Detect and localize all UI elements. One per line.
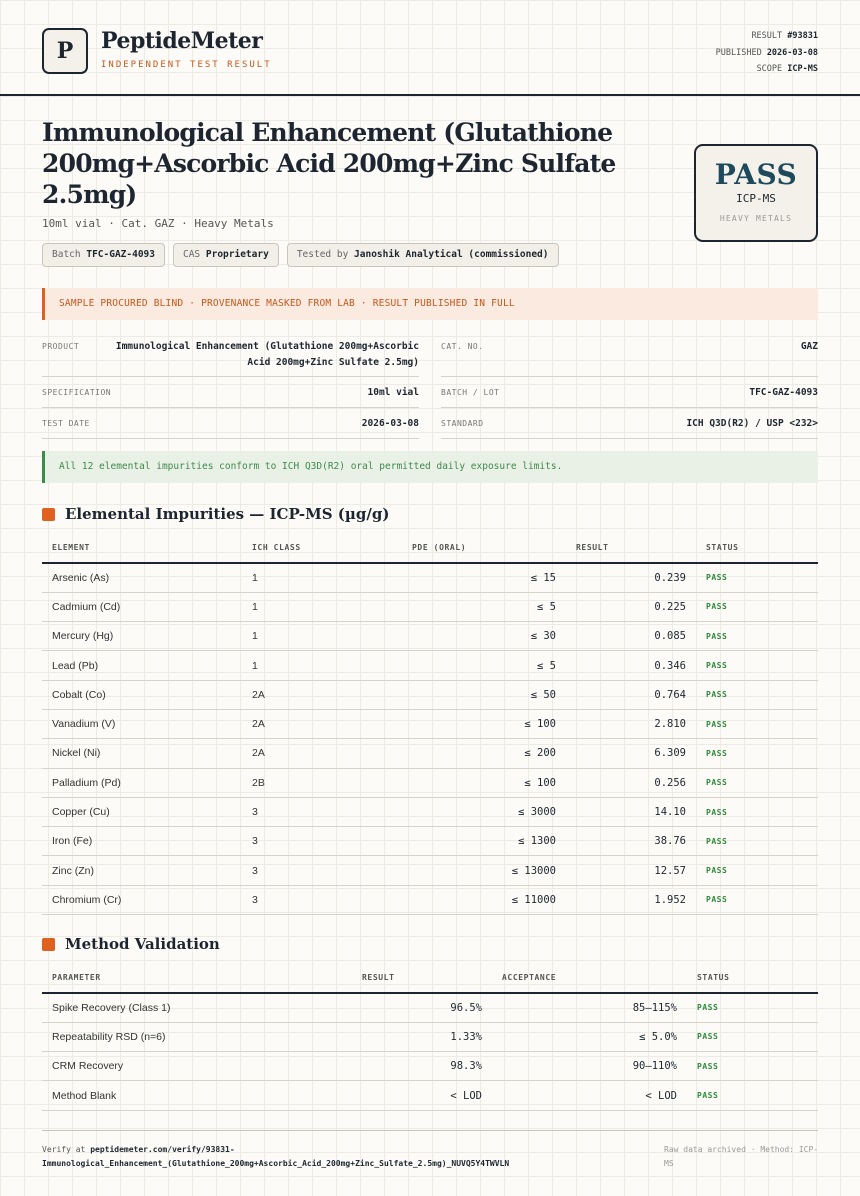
divider bbox=[42, 438, 419, 439]
acceptance-criteria: 90–110% bbox=[492, 1052, 687, 1081]
pde-limit: ≤ 30 bbox=[402, 622, 566, 651]
product-label: PRODUCT bbox=[42, 342, 80, 351]
impurities-heading: Elemental Impurities — ICP-MS (µg/g) bbox=[42, 505, 389, 523]
status-badge: PASS bbox=[696, 797, 818, 826]
ich-class: 3 bbox=[242, 885, 402, 914]
divider bbox=[42, 376, 419, 377]
pde-limit: ≤ 100 bbox=[402, 709, 566, 738]
status-badge: PASS bbox=[687, 1052, 818, 1081]
section-marker-icon bbox=[42, 508, 55, 521]
ich-class: 2A bbox=[242, 739, 402, 768]
status-badge: PASS bbox=[696, 709, 818, 738]
result-value: 98.3% bbox=[352, 1052, 492, 1081]
brand-name[interactable]: PeptideMeter bbox=[101, 28, 263, 54]
blind-notice: SAMPLE PROCURED BLIND · PROVENANCE MASKED FROM LAB · RESULT PUBLISHED IN FULL bbox=[42, 288, 818, 320]
chip-batch: Batch TFC-GAZ-4093 bbox=[42, 243, 165, 267]
element-name: Iron (Fe) bbox=[42, 827, 242, 856]
table-header-row bbox=[42, 532, 818, 563]
result-value: 0.346 bbox=[566, 651, 696, 680]
impurities-body bbox=[42, 563, 818, 915]
ich-class: 2A bbox=[242, 709, 402, 738]
verdict-category: HEAVY METALS bbox=[719, 214, 793, 223]
element-name: Cobalt (Co) bbox=[42, 680, 242, 709]
report-meta bbox=[716, 28, 818, 78]
status-badge: PASS bbox=[696, 827, 818, 856]
header bbox=[0, 0, 860, 96]
pde-limit: ≤ 5 bbox=[402, 651, 566, 680]
table-row bbox=[42, 993, 818, 1022]
element-name: Zinc (Zn) bbox=[42, 856, 242, 885]
element-name: Palladium (Pd) bbox=[42, 768, 242, 797]
table-row bbox=[42, 1022, 818, 1051]
table-row bbox=[42, 739, 818, 768]
element-name: Mercury (Hg) bbox=[42, 622, 242, 651]
verify-link[interactable]: peptidemeter.com/verify/93831- bbox=[90, 1145, 235, 1154]
divider bbox=[441, 438, 818, 439]
chip-tested-by: Tested by Janoshik Analytical (commissioned) bbox=[287, 243, 559, 267]
pde-limit: ≤ 11000 bbox=[402, 885, 566, 914]
column-header: ACCEPTANCE bbox=[492, 962, 687, 993]
result-value: 2.810 bbox=[566, 709, 696, 738]
status-badge: PASS bbox=[687, 993, 818, 1022]
pde-limit: ≤ 1300 bbox=[402, 827, 566, 856]
date-label: TEST DATE bbox=[42, 419, 90, 428]
column-header: PDE (ORAL) bbox=[402, 532, 566, 563]
batch-value: TFC-GAZ-4093 bbox=[749, 387, 818, 398]
status-badge: PASS bbox=[696, 592, 818, 621]
table-row bbox=[42, 885, 818, 914]
scope-value: ICP-MS bbox=[787, 64, 818, 74]
ich-class: 3 bbox=[242, 797, 402, 826]
table-row bbox=[42, 651, 818, 680]
date-value: 2026-03-08 bbox=[361, 418, 419, 429]
verify-link-path[interactable]: Immunological_Enhancement_(Glutathione_200mg+Ascorbic_Acid_200mg+Zinc_Sulfate_2.5mg)_NUVQ5Y4TWVLN bbox=[42, 1159, 510, 1168]
ich-class: 2A bbox=[242, 680, 402, 709]
column-header: ICH CLASS bbox=[242, 532, 402, 563]
result-value: 6.309 bbox=[566, 739, 696, 768]
status-badge: PASS bbox=[696, 885, 818, 914]
table-row bbox=[42, 563, 818, 592]
element-name: Copper (Cu) bbox=[42, 797, 242, 826]
acceptance-criteria: 85–115% bbox=[492, 993, 687, 1022]
page-subtitle: 10ml vial · Cat. GAZ · Heavy Metals bbox=[42, 217, 274, 230]
status-badge: PASS bbox=[696, 680, 818, 709]
status-badge: PASS bbox=[696, 856, 818, 885]
table-row bbox=[42, 827, 818, 856]
spec-value: 10ml vial bbox=[367, 387, 419, 398]
table-row bbox=[42, 592, 818, 621]
verdict-badge bbox=[694, 144, 818, 242]
table-row bbox=[42, 622, 818, 651]
status-badge: PASS bbox=[696, 622, 818, 651]
divider bbox=[441, 407, 818, 408]
status-badge: PASS bbox=[696, 768, 818, 797]
element-name: Chromium (Cr) bbox=[42, 885, 242, 914]
acceptance-criteria: ≤ 5.0% bbox=[492, 1022, 687, 1051]
status-badge: PASS bbox=[696, 563, 818, 592]
table-row bbox=[42, 680, 818, 709]
table-row bbox=[42, 1081, 818, 1110]
result-value: 38.76 bbox=[566, 827, 696, 856]
element-name: Nickel (Ni) bbox=[42, 739, 242, 768]
element-name: Cadmium (Cd) bbox=[42, 592, 242, 621]
element-name: Arsenic (As) bbox=[42, 563, 242, 592]
standard-value: ICH Q3D(R2) / USP <232> bbox=[686, 418, 818, 429]
result-value: 12.57 bbox=[566, 856, 696, 885]
validation-body bbox=[42, 993, 818, 1110]
table-row bbox=[42, 1052, 818, 1081]
element-name: Vanadium (V) bbox=[42, 709, 242, 738]
catno-label: CAT. NO. bbox=[441, 342, 484, 351]
result-value: 0.256 bbox=[566, 768, 696, 797]
result-id: #93831 bbox=[787, 31, 818, 41]
table-header-row bbox=[42, 962, 818, 993]
parameter-name: Method Blank bbox=[42, 1081, 352, 1110]
pde-limit: ≤ 5 bbox=[402, 592, 566, 621]
table-row bbox=[42, 768, 818, 797]
result-value: 1.33% bbox=[352, 1022, 492, 1051]
table-row bbox=[42, 797, 818, 826]
ich-class: 1 bbox=[242, 622, 402, 651]
result-value: 14.10 bbox=[566, 797, 696, 826]
parameter-name: CRM Recovery bbox=[42, 1052, 352, 1081]
ich-class: 1 bbox=[242, 563, 402, 592]
conformance-notice: All 12 elemental impurities conform to ICH Q3D(R2) oral permitted daily exposure limits. bbox=[42, 451, 818, 483]
ich-class: 2B bbox=[242, 768, 402, 797]
result-value: 1.952 bbox=[566, 885, 696, 914]
column-header: ELEMENT bbox=[42, 532, 242, 563]
validation-table bbox=[42, 962, 818, 1111]
parameter-name: Spike Recovery (Class 1) bbox=[42, 993, 352, 1022]
batch-label: BATCH / LOT bbox=[441, 388, 500, 397]
ich-class: 1 bbox=[242, 592, 402, 621]
pde-limit: ≤ 100 bbox=[402, 768, 566, 797]
column-header: STATUS bbox=[696, 532, 818, 563]
status-badge: PASS bbox=[696, 651, 818, 680]
product-value: Immunological Enhancement (Glutathione 200mg+Ascorbic Acid 200mg+Zinc Sulfate 2.5mg) bbox=[115, 341, 419, 368]
divider bbox=[441, 376, 818, 377]
pde-limit: ≤ 200 bbox=[402, 739, 566, 768]
acceptance-criteria: < LOD bbox=[492, 1081, 687, 1110]
table-row bbox=[42, 856, 818, 885]
divider bbox=[42, 407, 419, 408]
parameter-name: Repeatability RSD (n=6) bbox=[42, 1022, 352, 1051]
status-badge: PASS bbox=[687, 1081, 818, 1110]
info-chips bbox=[42, 243, 559, 267]
pde-limit: ≤ 15 bbox=[402, 563, 566, 592]
scope-label: SCOPE bbox=[756, 64, 783, 74]
ich-class: 3 bbox=[242, 856, 402, 885]
verdict-text: PASS bbox=[714, 158, 798, 191]
pde-limit: ≤ 50 bbox=[402, 680, 566, 709]
result-value: 0.239 bbox=[566, 563, 696, 592]
result-value: 0.225 bbox=[566, 592, 696, 621]
validation-heading: Method Validation bbox=[42, 935, 220, 953]
standard-label: STANDARD bbox=[441, 419, 484, 428]
verify-text: Verify at peptidemeter.com/verify/93831- Immunological_Enhancement_(Glutathione_200mg+Ascorbic_Acid_200mg+Zinc_Sulfate_2.5mg)_NUVQ5Y4TWVLN bbox=[42, 1145, 510, 1168]
chip-cas: CAS Proprietary bbox=[173, 243, 279, 267]
footer-divider bbox=[42, 1130, 818, 1131]
column-header: RESULT bbox=[566, 532, 696, 563]
result-value: 96.5% bbox=[352, 993, 492, 1022]
result-value: < LOD bbox=[352, 1081, 492, 1110]
page-title: Immunological Enhancement (Glutathione 200mg+Ascorbic Acid 200mg+Zinc Sulfate 2.5mg) bbox=[42, 118, 616, 209]
catno-value: GAZ bbox=[800, 341, 818, 352]
element-name: Lead (Pb) bbox=[42, 651, 242, 680]
result-label: RESULT bbox=[751, 31, 783, 41]
pde-limit: ≤ 13000 bbox=[402, 856, 566, 885]
brand-tagline: INDEPENDENT TEST RESULT bbox=[101, 60, 272, 70]
pde-limit: ≤ 3000 bbox=[402, 797, 566, 826]
status-badge: PASS bbox=[696, 739, 818, 768]
verdict-method: ICP-MS bbox=[736, 192, 776, 205]
result-value: 0.764 bbox=[566, 680, 696, 709]
column-header: PARAMETER bbox=[42, 962, 352, 993]
ich-class: 3 bbox=[242, 827, 402, 856]
section-marker-icon bbox=[42, 938, 55, 951]
column-header: RESULT bbox=[352, 962, 492, 993]
published-date: 2026-03-08 bbox=[766, 47, 818, 58]
raw-data-note: Raw data archived · Method: ICP-MS bbox=[664, 1145, 819, 1168]
impurities-table bbox=[42, 532, 818, 915]
status-badge: PASS bbox=[687, 1022, 818, 1051]
ich-class: 1 bbox=[242, 651, 402, 680]
published-label: PUBLISHED bbox=[715, 47, 762, 58]
column-header: STATUS bbox=[687, 962, 818, 993]
logo: P bbox=[42, 28, 88, 74]
spec-label: SPECIFICATION bbox=[42, 388, 112, 397]
result-value: 0.085 bbox=[566, 622, 696, 651]
table-row bbox=[42, 709, 818, 738]
